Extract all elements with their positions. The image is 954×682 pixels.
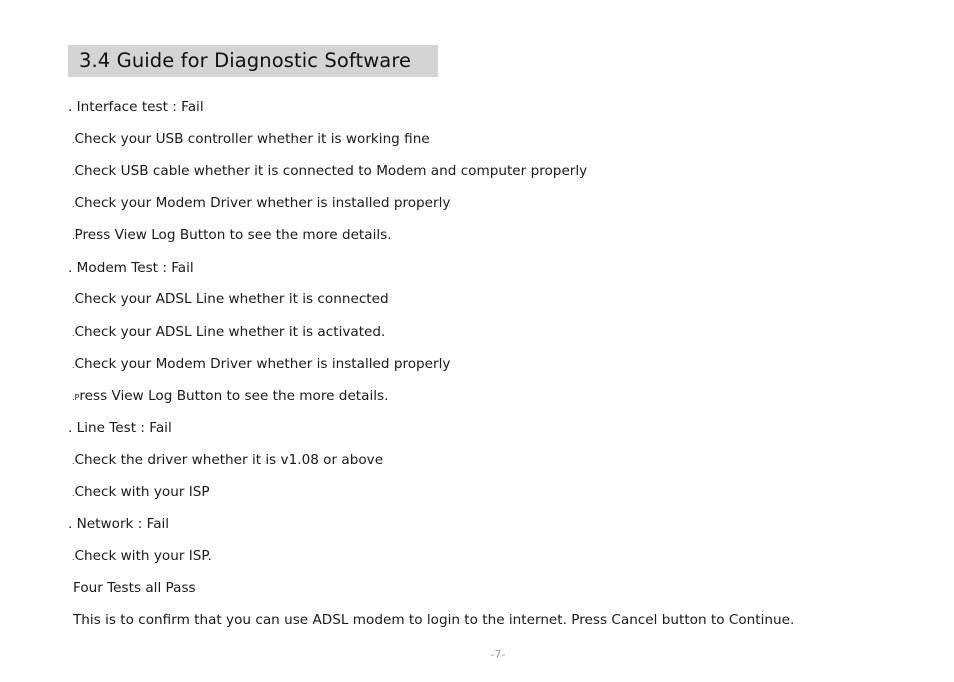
line-text: Check your Modem Driver whether is installed properly bbox=[74, 356, 451, 372]
line-text: Check with your ISP. bbox=[74, 548, 212, 564]
line-text: Press View Log Button to see the more details. bbox=[74, 227, 392, 243]
step-check-adsl-connected bbox=[72, 291, 389, 309]
line-text: . Modem Test : Fail bbox=[68, 260, 194, 276]
line-text: Check USB cable whether it is connected to Modem and computer properly bbox=[74, 163, 588, 179]
item-modem-test bbox=[68, 260, 194, 278]
line-prefix: . bbox=[72, 136, 75, 145]
item-line-test bbox=[68, 420, 172, 438]
line-text: Four Tests all Pass bbox=[73, 580, 196, 596]
step-check-driver-version bbox=[72, 452, 383, 470]
page-number: -7- bbox=[490, 648, 506, 661]
line-text: ress View Log Button to see the more details. bbox=[79, 388, 389, 404]
item-all-pass bbox=[73, 580, 196, 598]
step-check-adsl-activated bbox=[72, 324, 385, 342]
step-check-modem-driver-2 bbox=[72, 356, 450, 374]
line-text: Check your ADSL Line whether it is activated. bbox=[74, 324, 386, 340]
line-text: Check your ADSL Line whether it is connected bbox=[74, 291, 389, 307]
line-text: Check with your ISP bbox=[74, 484, 210, 500]
line-prefix: . bbox=[72, 329, 75, 338]
line-text: . Line Test : Fail bbox=[68, 420, 172, 436]
line-text: . Interface test : Fail bbox=[68, 99, 204, 115]
step-check-isp bbox=[72, 484, 210, 502]
line-prefix: . bbox=[72, 200, 75, 209]
step-check-modem-driver bbox=[72, 195, 450, 213]
step-view-log bbox=[72, 227, 392, 245]
step-view-log-2 bbox=[72, 388, 388, 406]
line-prefix: . bbox=[72, 361, 75, 370]
item-network-test bbox=[68, 516, 169, 534]
line-prefix: . bbox=[72, 168, 75, 177]
step-check-usb-controller bbox=[72, 131, 430, 149]
line-text: This is to confirm that you can use ADSL modem to login to the internet. Press Cancel button to Continue. bbox=[73, 612, 795, 628]
item-interface-test bbox=[68, 99, 204, 117]
step-check-usb-cable bbox=[72, 163, 587, 181]
step-check-isp-2 bbox=[72, 548, 212, 566]
line-prefix: . bbox=[72, 232, 75, 241]
line-prefix: . bbox=[72, 296, 75, 305]
section-title: 3.4 Guide for Diagnostic Software bbox=[79, 49, 412, 72]
line-prefix: . bbox=[72, 489, 75, 498]
confirmation-text bbox=[73, 612, 794, 630]
line-text: . Network : Fail bbox=[68, 516, 170, 532]
line-prefix: .P bbox=[72, 393, 80, 402]
line-prefix: . bbox=[72, 457, 75, 466]
line-text: Check your USB controller whether it is working fine bbox=[74, 131, 430, 147]
section-heading-box bbox=[68, 45, 438, 77]
line-text: Check your Modem Driver whether is installed properly bbox=[74, 195, 451, 211]
line-text: Check the driver whether it is v1.08 or above bbox=[74, 452, 384, 468]
line-prefix: . bbox=[72, 553, 75, 562]
